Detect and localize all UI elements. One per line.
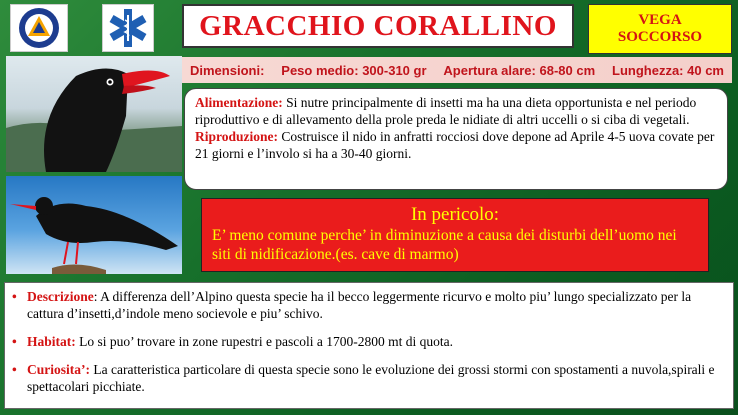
star-of-life-icon	[102, 4, 154, 52]
curiosity-item	[27, 361, 723, 395]
title-box	[182, 4, 574, 48]
feeding-text: Si nutre principalmente di insetti ma ha una dieta opportunista e nel periodo riproduttivo e di allevamento della prole preda le nidiate di altri uccelli o si ciba di vegetali.	[195, 95, 697, 127]
badge-line-2: SOCCORSO	[617, 29, 703, 45]
bird-perched-photo	[6, 176, 182, 274]
details-box	[4, 282, 734, 409]
info-box	[184, 88, 728, 190]
dimensions-label: Dimensioni:	[190, 62, 265, 78]
description-separator: :	[93, 289, 98, 304]
feeding-paragraph	[195, 94, 717, 128]
description-text: A differenza dell’Alpino questa specie ha il becco leggermente ricurvo e molto piu’ lungo specializzato per la cattura d’insetti,d’indole meno socievole e piu’ schivo.	[27, 289, 692, 321]
habitat-text: Lo si puo’ trovare in zone rupestri e pascoli a 1700-2800 mt di quota.	[75, 334, 454, 349]
habitat-label: Habitat:	[27, 334, 76, 349]
feeding-label: Alimentazione:	[195, 95, 283, 110]
wingspan-value: Apertura alare: 68-80 cm	[443, 62, 596, 78]
danger-box	[201, 198, 709, 272]
curiosity-text: La caratteristica particolare di questa specie sono le evoluzione dei grossi stormi con spostamenti a nuvola,spirali e spettacolari picchiate.	[27, 362, 715, 394]
danger-text: E’ meno comune perche’ in diminuzione a causa dei disturbi dell’uomo nei siti di nidificazione.(es. cave di marmo)	[212, 227, 677, 263]
description-item	[27, 288, 723, 322]
habitat-item	[27, 333, 723, 350]
badge-line-1: VEGA	[638, 12, 682, 28]
civil-protection-logo	[10, 4, 68, 52]
bird-head-photo	[6, 56, 182, 172]
dimensions-bar	[182, 57, 732, 83]
reproduction-text: Costruisce il nido in anfratti rocciosi dove depone ad Aprile 4-5 uova covate per 21 giorni e l’involo si ha a 30-40 giorni.	[195, 129, 715, 161]
curiosity-label: Curiosita’:	[27, 362, 90, 377]
page-title: GRACCHIO CORALLINO	[199, 9, 557, 42]
length-value: Lunghezza: 40 cm	[612, 62, 724, 78]
danger-heading: In pericolo:	[410, 204, 500, 225]
vega-soccorso-badge	[588, 4, 732, 54]
weight-value: Peso medio: 300-310 gr	[281, 62, 427, 78]
reproduction-label: Riproduzione:	[195, 129, 279, 144]
reproduction-paragraph	[195, 128, 717, 162]
description-label: Descrizione	[27, 289, 94, 304]
